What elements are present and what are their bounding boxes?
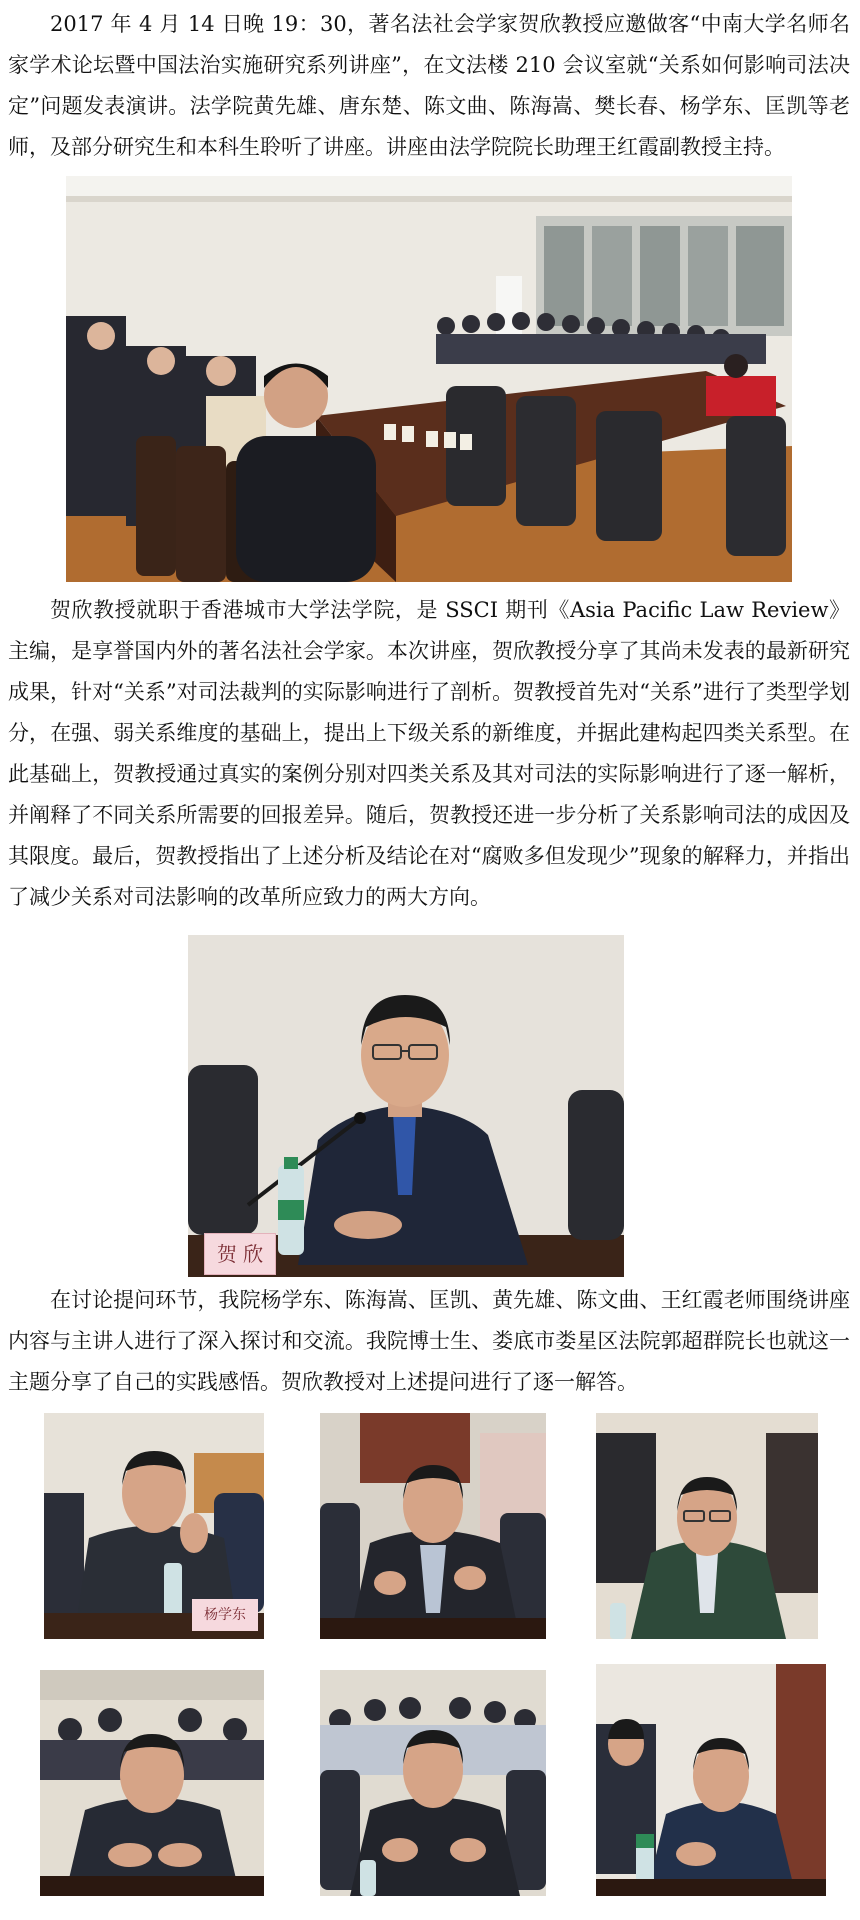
discussion-photo-5: [320, 1670, 546, 1896]
discussion-photo-4: [40, 1670, 264, 1896]
discussion-photo-3: [596, 1413, 818, 1639]
discussion-photo-6: [596, 1664, 826, 1896]
discussion-photo-2: [320, 1413, 546, 1639]
intro-paragraph: 2017 年 4 月 14 日晚 19：30，著名法社会学家贺欣教授应邀做客“中南大学名师名家学术论坛暨中国法治实施研究系列讲座”，在文法楼 210 会议室就“关系如何影响司法决定”问题发表演讲。法学院黄先雄、唐东楚、陈文曲、陈海嵩、樊长春、杨学东、匡凯等老师，及部分研究生和本科生聆听了讲座。讲座由法学院院长助理王红霞副教授主持。: [8, 12, 850, 159]
speaker-nameplate-text: 贺 欣: [216, 1242, 264, 1266]
main-paragraph: 贺欣教授就职于香港城市大学法学院，是 SSCI 期刊《Asia Pacific Law Review》主编，是享誉国内外的著名法社会学家。本次讲座，贺欣教授分享了其尚未发表的最新研究成果，针对“关系”对司法裁判的实际影响进行了剖析。贺教授首先对“关系”进行了类型学划分，在强、弱关系维度的基础上，提出上下级关系的新维度，并据此建构起四类关系型。在此基础上，贺教授通过真实的案例分别对四类关系及其对司法的实际影响进行了逐一解析，并阐释了不同关系所需要的回报差异。随后，贺教授还进一步分析了关系影响司法的成因及其限度。最后，贺教授指出了上述分析及结论在对“腐败多但发现少”现象的解释力，并指出了减少关系对司法影响的改革所应致力的两大方向。: [8, 598, 850, 909]
speaker-photo: [188, 935, 624, 1277]
nameplate-yang: [192, 1599, 258, 1631]
lecture-hall-photo: [66, 176, 792, 582]
discussion-paragraph: 在讨论提问环节，我院杨学东、陈海嵩、匡凯、黄先雄、陈文曲、王红霞老师围绕讲座内容与主讲人进行了深入探讨和交流。我院博士生、娄底市娄星区法院郭超群院长也就这一主题分享了自己的实践感悟。贺欣教授对上述提问进行了逐一解答。: [8, 1288, 850, 1394]
nameplate-yang-text: 杨学东: [204, 1607, 246, 1623]
speaker-nameplate: [204, 1233, 276, 1275]
discussion-photo-1: [44, 1413, 264, 1639]
